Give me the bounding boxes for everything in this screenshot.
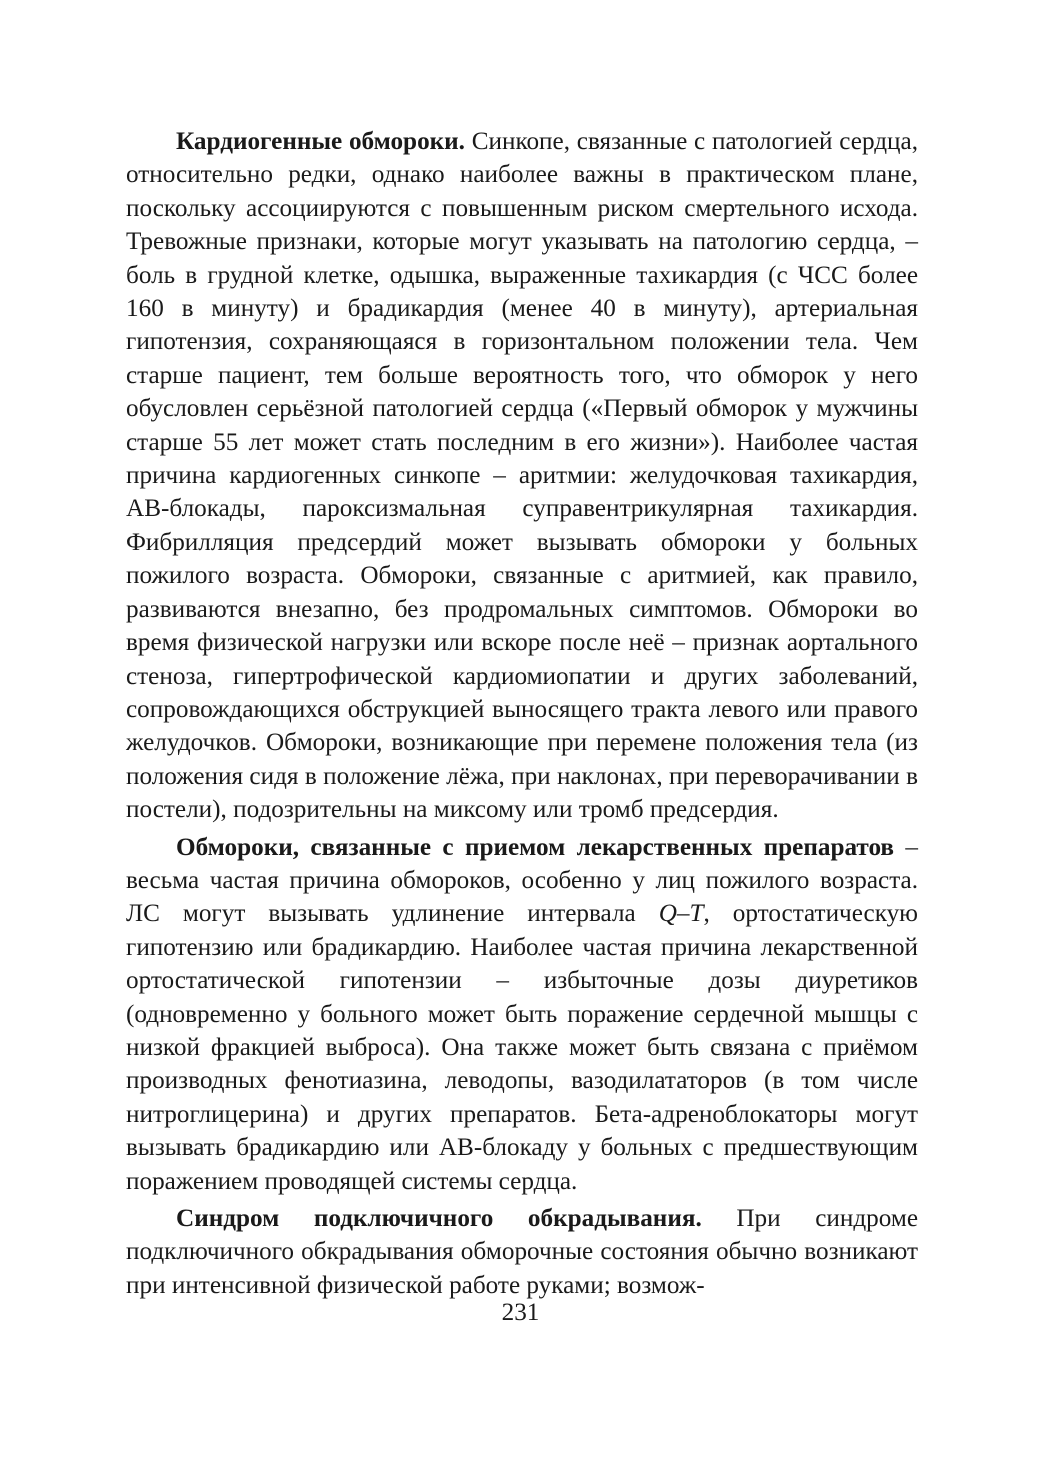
- paragraph-text: Синкопе, связанные с патологией сердца, относительно редки, однако наиболее важны в практическом плане, поскольку ассоциируются с повышенным риском смертельного исхода. Тревожные признаки, которые могут указывать на патологию сердца, – боль в грудной клетке, одышка, выраженные тахикардия (с ЧСС более 160 в минуту) и брадикардия (менее 40 в минуту), артериальная гипотензия, сохраняющаяся в горизонтальном положении тела. Чем старше пациент, тем больше вероятность того, что обморок у него обусловлен серьёзной патологией сердца («Первый обморок у мужчины старше 55 лет может стать последним в его жизни»). Наиболее частая причина кардиогенных синкопе – аритмии: желудочковая тахикардия, АВ-блокады, пароксизмальная суправентрикулярная тахикардия. Фибрилляция предсердий может вызывать обмороки у больных пожилого возраста. Обмороки, связанные с аритмией, как правило, развиваются внезапно, без продромальных симптомов. Обмороки во время физической нагрузки или вскоре после неё – признак аортального стеноза, гипертрофической кардиомиопатии и других заболеваний, сопровождающихся обструкцией выносящего тракта левого или правого желудочков. Обмороки, возникающие при перемене положения тела (из положения сидя в положение лёжа, при наклонах, при переворачивании в постели), подозрительны на миксому или тромб предсердия.: [126, 128, 918, 824]
- paragraph-heading: Обмороки, связанные с приемом лекарственных препаратов: [176, 833, 895, 861]
- paragraph-heading: Кардиогенные обмороки.: [176, 128, 465, 155]
- interval-notation: Q–T: [658, 900, 704, 928]
- paragraph-text: – весьма частая причина обмороков, особенно у лиц пожилого возраста. ЛС могут вызывать удлинение интервала: [126, 833, 918, 928]
- page-number: 231: [501, 1299, 540, 1326]
- paragraph-drug-induced-syncope: [126, 831, 918, 1198]
- page-body: [126, 125, 918, 1302]
- paragraph-subclavian-steal: [126, 1202, 918, 1302]
- paragraph-text: , ортостатическую гипотензию или брадикардию. Наиболее частая причина лекарственной ортостатической гипотензии – избыточные дозы диуретиков (одновременно у больного может быть поражение сердечной мышцы с низкой фракцией выброса). Она также может быть связана с приёмом производных фенотиазина, леводопы, вазодилататоров (в том числе нитроглицерина) и других препаратов. Бета-адреноблокаторы могут вызывать брадикардию или АВ-блокаду у больных с предшествующим поражением проводящей системы сердца.: [126, 900, 918, 1195]
- paragraph-heading: Синдром подключичного обкрадывания.: [176, 1205, 702, 1232]
- paragraph-cardiogenic-syncope: [126, 125, 918, 827]
- paragraph-text: При синдроме подключичного обкрадывания обморочные состояния обычно возникают при интенсивной физической работе руками; возмож-: [126, 1205, 918, 1299]
